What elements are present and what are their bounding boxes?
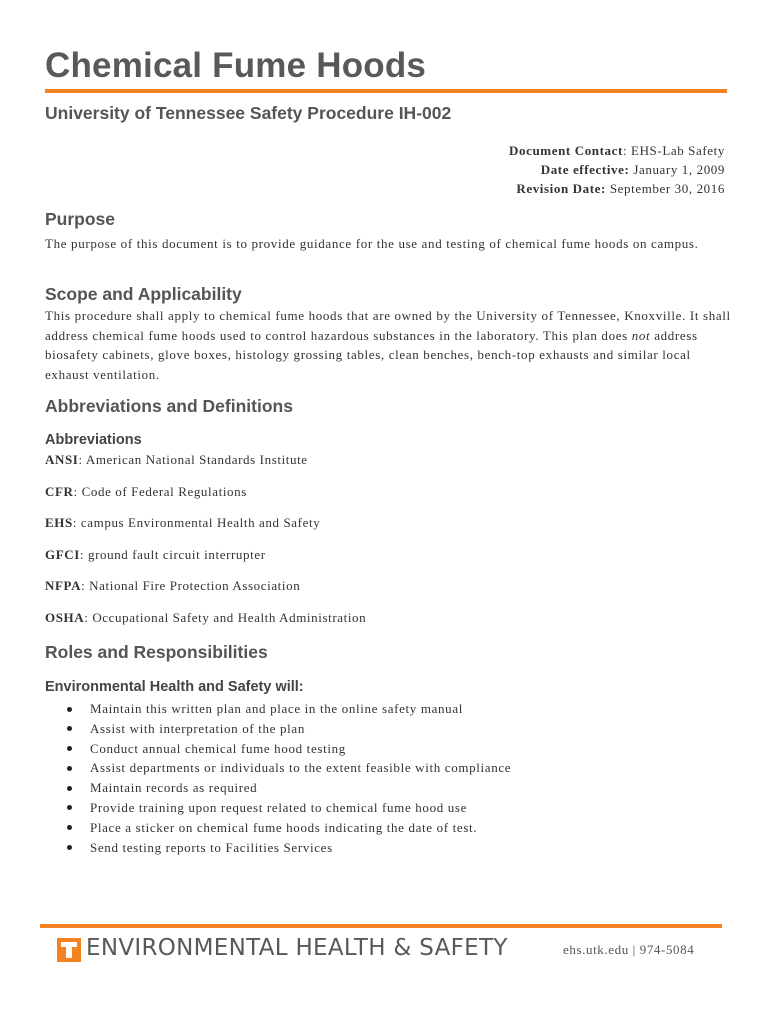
bullet-icon	[67, 786, 72, 791]
abbreviation-item: EHS: campus Environmental Health and Safety	[45, 515, 321, 530]
list-item: Assist with interpretation of the plan	[45, 719, 511, 739]
bullet-icon	[67, 825, 72, 830]
roles-subheading: Environmental Health and Safety will:	[45, 679, 304, 695]
document-subtitle: University of Tennessee Safety Procedure IH-002	[45, 103, 452, 123]
abbreviation-item: OSHA: Occupational Safety and Health Administration	[45, 610, 367, 625]
meta-date-effective: Date effective: January 1, 2009	[540, 162, 725, 177]
list-item: Conduct annual chemical fume hood testing	[45, 739, 511, 759]
scope-heading: Scope and Applicability	[45, 284, 242, 304]
bullet-icon	[67, 746, 72, 751]
abbreviation-item: CFR: Code of Federal Regulations	[45, 484, 247, 499]
document-title: Chemical Fume Hoods	[45, 46, 427, 85]
footer-logo-text: ENVIRONMENTAL HEALTH & SAFETY	[86, 935, 508, 961]
abbreviation-item: GFCI: ground fault circuit interrupter	[45, 547, 266, 562]
footer-divider	[40, 924, 722, 928]
footer-contact: ehs.utk.edu | 974-5084	[563, 942, 695, 957]
meta-revision-date: Revision Date: September 30, 2016	[516, 181, 725, 196]
list-item: Provide training upon request related to chemical fume hood use	[45, 798, 511, 818]
roles-list	[45, 699, 511, 857]
roles-heading: Roles and Responsibilities	[45, 642, 268, 662]
scope-text: This procedure shall apply to chemical fume hoods that are owned by the University of Tennessee, Knoxville. It shall address chemical fume hoods used to control hazardous substances in the laboratory. This plan does not address biosafety cabinets, glove boxes, histology grossing tables, clean benches, bench-top exhausts and similar local exhaust ventilation.	[45, 308, 731, 382]
bullet-icon	[67, 805, 72, 810]
list-item: Maintain records as required	[45, 778, 511, 798]
bullet-icon	[67, 845, 72, 850]
list-item: Assist departments or individuals to the extent feasible with compliance	[45, 758, 511, 778]
list-item: Send testing reports to Facilities Services	[45, 838, 511, 858]
title-divider	[45, 89, 727, 93]
document-meta	[509, 141, 725, 198]
scope-emphasis: not	[631, 327, 651, 343]
list-item: Maintain this written plan and place in the online safety manual	[45, 699, 511, 719]
bullet-icon	[67, 707, 72, 712]
list-item: Place a sticker on chemical fume hoods indicating the date of test.	[45, 818, 511, 838]
purpose-text: The purpose of this document is to provide guidance for the use and testing of chemical fume hoods on campus.	[45, 236, 699, 251]
meta-contact: Document Contact: EHS-Lab Safety	[509, 143, 725, 158]
abbreviation-item: ANSI: American National Standards Institute	[45, 452, 308, 467]
purpose-heading: Purpose	[45, 209, 116, 229]
abbreviation-item: NFPA: National Fire Protection Association	[45, 578, 301, 593]
ut-logo-icon	[57, 938, 81, 962]
bullet-icon	[67, 766, 72, 771]
abbreviations-subheading: Abbreviations	[45, 432, 142, 448]
bullet-icon	[67, 726, 72, 731]
abbreviations-heading: Abbreviations and Definitions	[45, 396, 293, 416]
